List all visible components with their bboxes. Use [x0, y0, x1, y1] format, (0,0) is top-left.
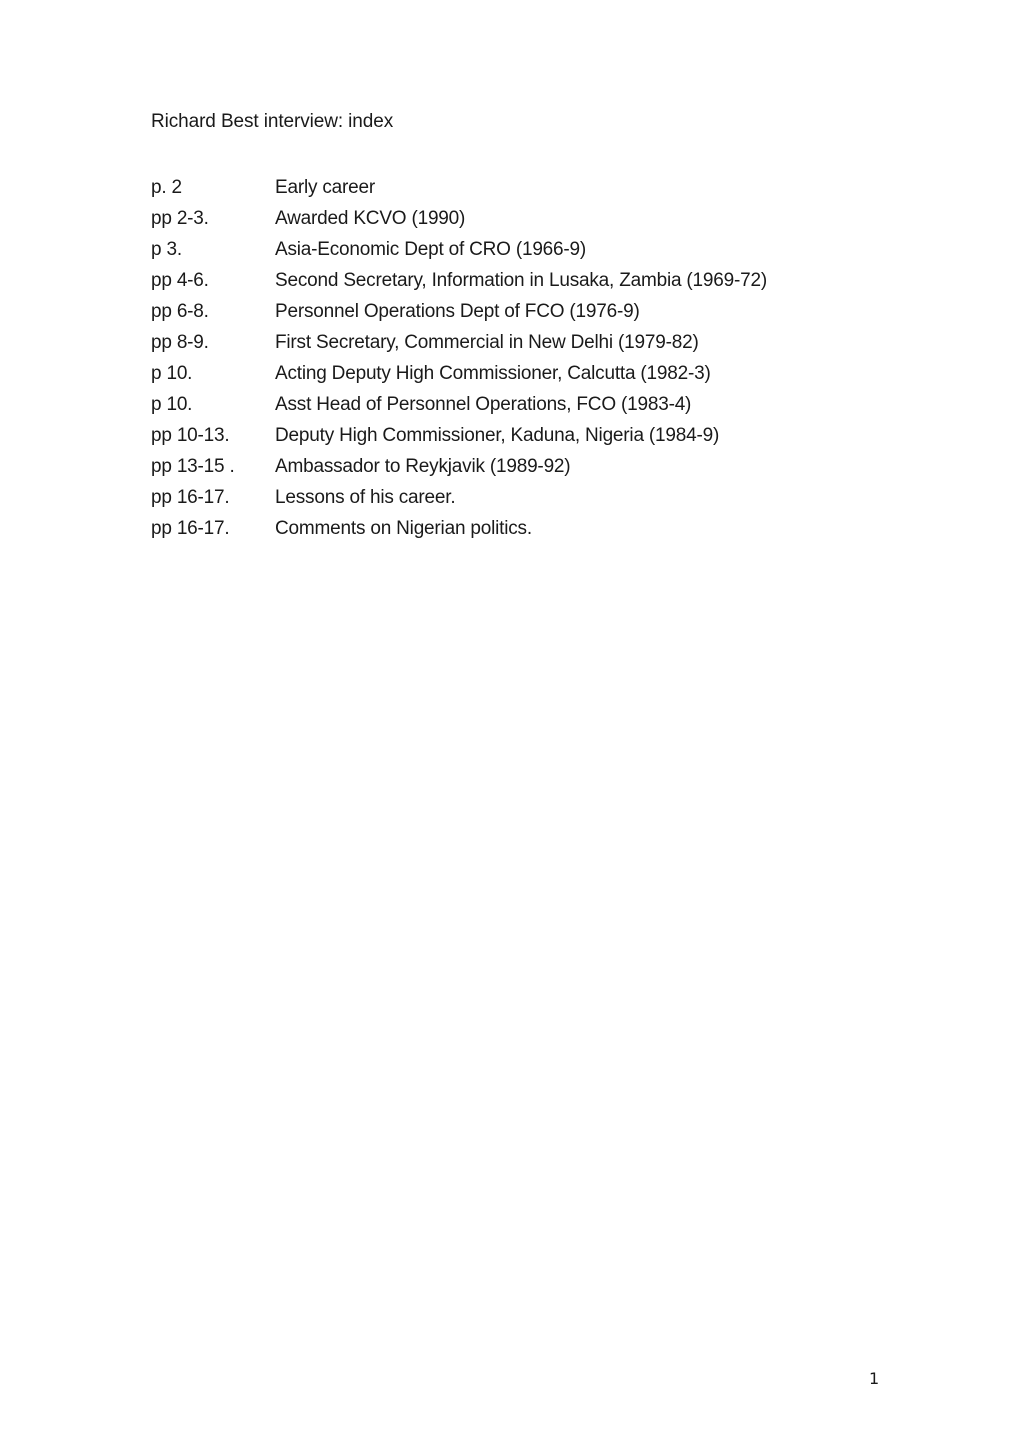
index-page-ref: p. 2	[151, 176, 182, 198]
index-page-ref: p 10.	[151, 362, 193, 384]
index-row	[151, 203, 911, 234]
index-row	[151, 234, 911, 265]
index-topic: Comments on Nigerian politics.	[275, 517, 532, 539]
index-page-ref: pp 16-17.	[151, 517, 230, 539]
index-page-ref: pp 4-6.	[151, 269, 209, 291]
index-row	[151, 389, 911, 420]
index-row	[151, 296, 911, 327]
index-page-ref: pp 6-8.	[151, 300, 209, 322]
document-title: Richard Best interview: index	[151, 111, 394, 132]
index-page-ref: pp 10-13.	[151, 424, 230, 446]
index-topic: Ambassador to Reykjavik (1989-92)	[275, 455, 571, 477]
index-topic: Second Secretary, Information in Lusaka, Zambia (1969-72)	[275, 269, 768, 291]
index-row	[151, 265, 911, 296]
index-row	[151, 172, 911, 203]
index-page-ref: pp 16-17.	[151, 486, 230, 508]
index-row	[151, 451, 911, 482]
index-topic: Personnel Operations Dept of FCO (1976-9)	[275, 300, 640, 322]
index-row	[151, 482, 911, 513]
page-number: 1	[869, 1369, 880, 1388]
index-topic: Early career	[275, 176, 376, 198]
index-row	[151, 358, 911, 389]
index-row	[151, 513, 911, 544]
index-topic: Asst Head of Personnel Operations, FCO (1983-4)	[275, 393, 692, 415]
index-page-ref: pp 8-9.	[151, 331, 209, 353]
index-page-ref: p 3.	[151, 238, 182, 260]
index-topic: Deputy High Commissioner, Kaduna, Nigeria (1984-9)	[275, 424, 720, 446]
index-topic: Awarded KCVO (1990)	[275, 207, 466, 229]
index-row	[151, 420, 911, 451]
index-topic: Lessons of his career.	[275, 486, 456, 508]
index-topic: Acting Deputy High Commissioner, Calcutta (1982-3)	[275, 362, 711, 384]
index-topic: First Secretary, Commercial in New Delhi (1979-82)	[275, 331, 699, 353]
index-page-ref: p 10.	[151, 393, 193, 415]
index-row	[151, 327, 911, 358]
index-page-ref: pp 13-15 .	[151, 455, 235, 477]
index-list	[151, 172, 911, 544]
index-page-ref: pp 2-3.	[151, 207, 209, 229]
index-topic: Asia-Economic Dept of CRO (1966-9)	[275, 238, 587, 260]
